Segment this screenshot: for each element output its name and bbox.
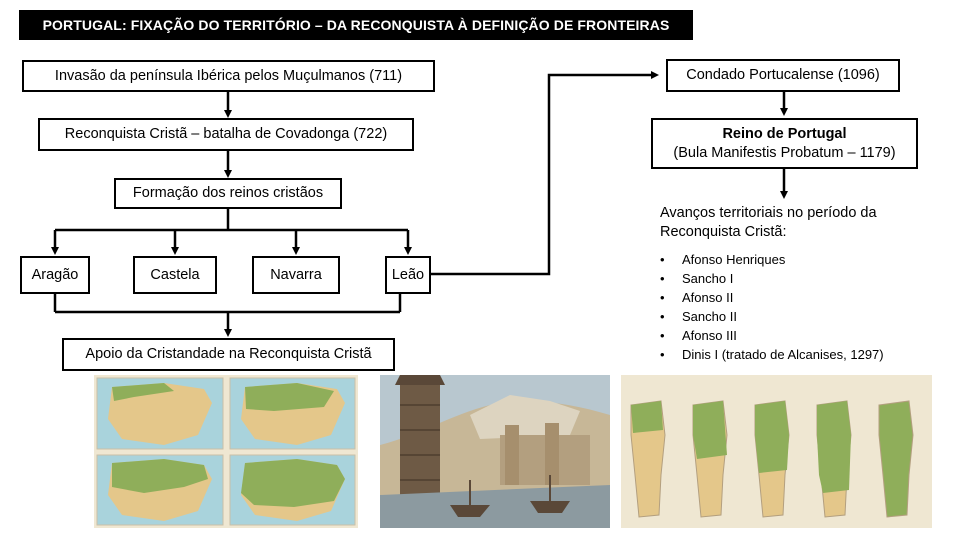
arrow-leao-to-condado xyxy=(430,75,656,274)
kingdom-portugal-subtitle: (Bula Manifestis Probatum – 1179) xyxy=(673,144,896,161)
reconquest-box xyxy=(38,118,414,151)
county-label: Condado Portucalense (1096) xyxy=(686,67,880,83)
kingdom-leao-label: Leão xyxy=(391,266,425,283)
reigns-list xyxy=(660,250,930,364)
bullet-icon: • xyxy=(660,309,665,324)
kingdom-navarra-label: Navarra xyxy=(270,266,322,283)
kingdoms-formation-box xyxy=(114,178,342,209)
advances-title: Avanços territoriais no período da Reconquista Cristã: xyxy=(660,205,877,240)
kingdom-castela-label: Castela xyxy=(150,266,200,283)
bullet-icon: • xyxy=(660,347,665,362)
siege-image xyxy=(380,375,610,528)
kingdom-aragao xyxy=(20,256,90,294)
support-box xyxy=(62,338,395,371)
reconquest-label: Reconquista Cristã – batalha de Covadonga (722) xyxy=(64,126,388,142)
list-item: • Afonso Henriques xyxy=(660,252,786,267)
invasion-box xyxy=(22,60,435,92)
kingdom-castela xyxy=(133,256,217,294)
invasion-label: Invasão da península Ibérica pelos Muçulmanos (711) xyxy=(54,67,403,84)
page-title: PORTUGAL: FIXAÇÃO DO TERRITÓRIO – DA RECONQUISTA À DEFINIÇÃO DE FRONTEIRAS xyxy=(19,10,693,40)
bullet-icon: • xyxy=(660,271,665,286)
support-label: Apoio da Cristandade na Reconquista Cristã xyxy=(85,346,372,362)
list-item: • Dinis I (tratado de Alcanises, 1297) xyxy=(660,347,884,362)
territorial-advances xyxy=(660,204,930,364)
bullet-icon: • xyxy=(660,290,665,305)
bullet-icon: • xyxy=(660,328,665,343)
siege-illustration xyxy=(380,375,610,528)
kingdom-leao xyxy=(385,256,431,294)
kingdom-navarra xyxy=(252,256,340,294)
kingdoms-formation-label: Formação dos reinos cristãos xyxy=(132,185,324,201)
list-item: • Sancho I xyxy=(660,271,734,286)
iberia-maps-image xyxy=(94,375,358,528)
portugal-evolution-image xyxy=(621,375,932,528)
iberia-maps-illustration xyxy=(94,375,358,528)
kingdom-portugal-title: Reino de Portugal xyxy=(722,125,847,142)
list-item: • Afonso III xyxy=(660,328,737,343)
kingdom-portugal-box xyxy=(651,118,918,169)
kingdom-aragao-label: Aragão xyxy=(31,266,79,283)
bullet-icon: • xyxy=(660,252,665,267)
portugal-evolution-illustration xyxy=(621,375,932,528)
list-item: • Afonso II xyxy=(660,290,734,305)
county-box xyxy=(666,59,900,92)
list-item: • Sancho II xyxy=(660,309,737,324)
